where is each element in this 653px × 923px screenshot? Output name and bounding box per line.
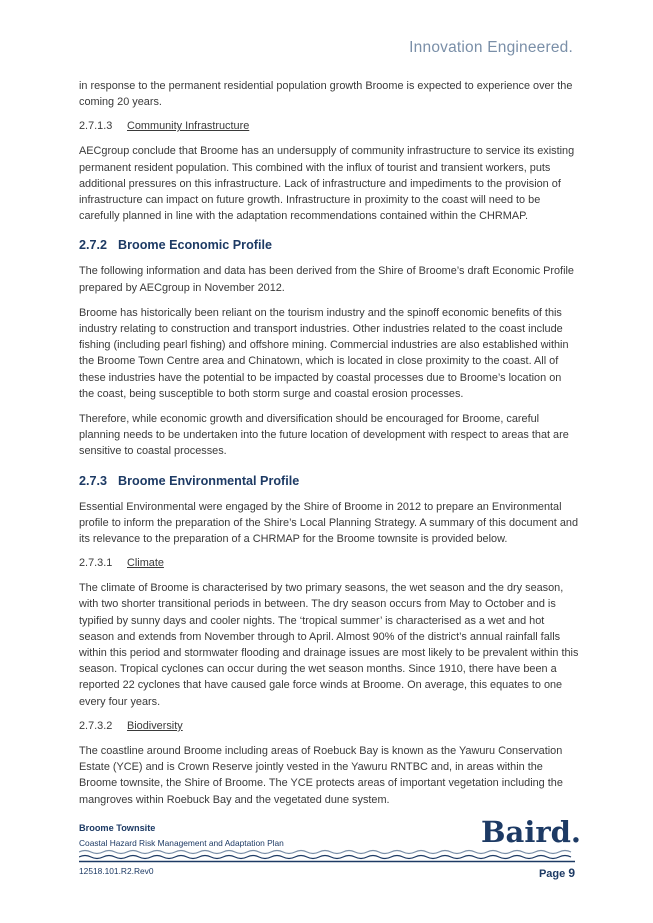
footer-wave-decoration <box>79 849 575 863</box>
section-title: Broome Economic Profile <box>118 238 272 253</box>
document-number: 12518.101.R2.Rev0 <box>79 866 154 876</box>
footer-project-subtitle: Coastal Hazard Risk Management and Adaptation Plan <box>79 838 284 848</box>
subsection-title: Climate <box>127 557 164 570</box>
paragraph-economic-1: The following information and data has been derived from the Shire of Broome’s draft Economic Profile prepared by AECgroup in November 2012. <box>79 265 574 294</box>
page-label: Page <box>538 868 566 880</box>
baird-logo: Baird. <box>481 815 581 849</box>
paragraph-economic-2: Broome has historically been reliant on the tourism industry and the spinoff economic benefits of this industry relating to construction and transport industries. Other industries related to the coast include fishing (including pearl fishing) and offshore mining. Commercial industries are also established within the Broome Town Centre area and Chinatown, which is located in close proximity to the coast. All of these industries have the potential to be impacted by coastal processes due to Broome’s location on the coast, being susceptible to both storm surge and coastal erosion processes. <box>79 306 569 400</box>
subsection-title: Biodiversity <box>127 719 183 732</box>
paragraph-biodiversity: The coastline around Broome including areas of Roebuck Bay is known as the Yawuru Conservation Estate (YCE) and is Crown Reserve jointly vested in the Yawuru RNTBC and, in areas within the Broome townsite, the Shire of Broome. The YCE protects areas of important vegetation including the mangroves within Roebuck Bay and the vegetated dune system. <box>79 744 563 806</box>
section-title: Broome Environmental Profile <box>118 473 300 488</box>
footer-project-info <box>79 823 284 848</box>
subsection-number: 2.7.3.1 <box>79 557 113 570</box>
page-number-value: 9 <box>568 866 575 880</box>
subsection-heading-biodiversity <box>79 719 579 733</box>
wave-line-2 <box>79 856 571 859</box>
subsection-number: 2.7.1.3 <box>79 120 113 133</box>
subsection-number: 2.7.3.2 <box>79 719 113 732</box>
section-heading-environmental-profile <box>79 474 579 489</box>
wave-line-1 <box>79 851 571 854</box>
footer-project-title: Broome Townsite <box>79 823 156 833</box>
subsection-title: Community Infrastructure <box>127 120 250 133</box>
paragraph-community: AECgroup conclude that Broome has an undersupply of community infrastructure to service its existing permanent resident population. This combined with the influx of tourist and transient workers, puts additional pressures on this infrastructure. Lack of infrastructure and impediments to the provision of infrastructure can impact on future growth. Infrastructure in proximity to the coast will need to be carefully planned in line with the adaptation recommendations contained within the CHRMAP. <box>79 145 575 223</box>
subsection-heading-community-infrastructure <box>79 119 579 133</box>
paragraph-intro: in response to the permanent residential population growth Broome is expected to experience over the coming 20 years. <box>79 80 573 109</box>
section-number: 2.7.3 <box>79 473 108 488</box>
document-body <box>79 78 579 817</box>
header-tagline: Innovation Engineered. <box>409 39 573 56</box>
section-heading-economic-profile <box>79 238 579 253</box>
section-number: 2.7.2 <box>79 238 108 253</box>
paragraph-climate: The climate of Broome is characterised by two primary seasons, the wet season and the dry season, with two shorter transitional periods in between. The dry season occurs from May to October and is typified by sunny days and cooler nights. The ‘tropical summer’ is characterised as a wet and hot season and extends from November through to April. Almost 90% of the district’s annual rainfall falls within this period and stormwater flooding and drainage issues are most likely to be prevalent within this season. Tropical cyclones can occur during the wet season months. Since 1910, there have been a reported 22 cyclones that have caused gale force winds at Broome. On average, this equates to one every four years. <box>79 582 579 708</box>
paragraph-environmental-1: Essential Environmental were engaged by the Shire of Broome in 2012 to prepare an Environmental profile to inform the preparation of the Shire’s Local Planning Strategy. A summary of this document and its relevance to the preparation of a CHRMAP for the Broome townsite is provided below. <box>79 500 579 546</box>
paragraph-economic-3: Therefore, while economic growth and diversification should be encouraged for Broome, careful planning needs to be undertaken into the future location of development with respect to areas that are sensitive to coastal processes. <box>79 413 569 458</box>
page-number <box>539 866 575 880</box>
subsection-heading-climate <box>79 556 579 570</box>
